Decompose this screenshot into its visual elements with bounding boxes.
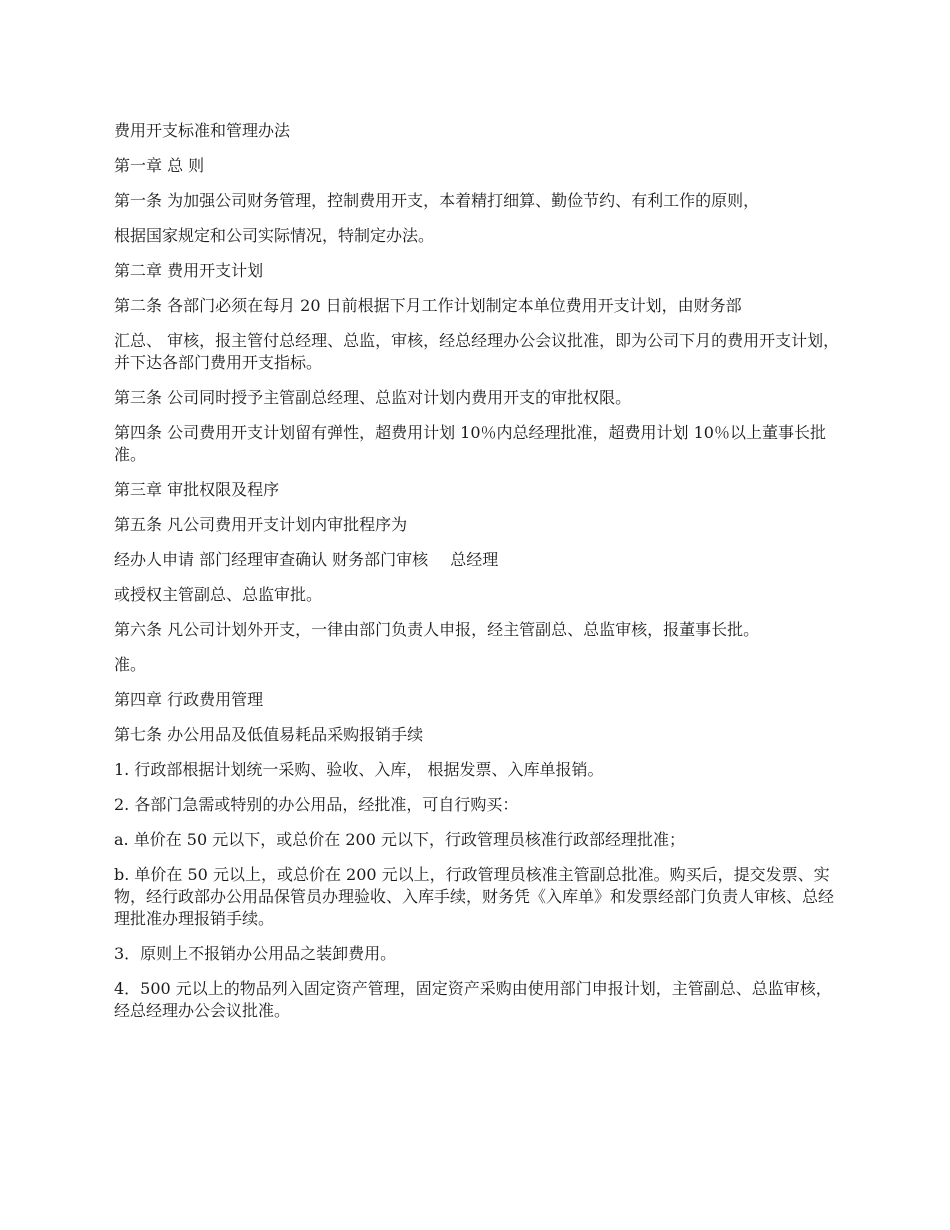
chapter-heading-2: 第二章 费用开支计划 (114, 261, 264, 280)
list-item-2b: b. 单价在 50 元以上，或总价在 200 元以上，行政管理员核准主管副总批准。购买后，提交发票、实物，经行政部办公用品保管员办理验收、入库手续，财务凭《入库单》和发票经部门负责人审核、总经理批准办理报销手续。 (114, 865, 835, 928)
chapter-heading-1: 第一章 总 则 (114, 156, 205, 175)
approval-flow-final: 总经理 (450, 550, 499, 569)
article-2-part-2: 汇总、 审核，报主管付总经理、总监，审核，经总经理办公会议批准，即为公司下月的费用开支计划，并下达各部门费用开支指标。 (114, 331, 840, 372)
document-title: 费用开支标准和管理办法 (114, 121, 291, 140)
article-3: 第三条 公司同时授予主管副总经理、总监对计划内费用开支的审批权限。 (114, 388, 632, 407)
list-item-1: 1. 行政部根据计划统一采购、验收、入库， 根据发票、入库单报销。 (114, 760, 604, 779)
chapter-heading-4: 第四章 行政费用管理 (114, 690, 264, 709)
list-item-2: 2. 各部门急需或特别的办公用品，经批准，可自行购买： (114, 795, 519, 814)
approval-flow-note: 或授权主管副总、总监审批。 (114, 585, 323, 604)
document-page (114, 120, 840, 1035)
list-item-4: 4．500 元以上的物品列入固定资产管理，固定资产采购由使用部门申报计划，主管副总、总监审核，经总经理办公会议批准。 (114, 979, 832, 1020)
approval-flow-line (114, 549, 840, 571)
list-item-2a: a. 单价在 50 元以下，或总价在 200 元以下，行政管理员核准行政部经理批准； (114, 830, 685, 849)
article-4: 第四条 公司费用开支计划留有弹性，超费用计划 10％内总经理批准，超费用计划 10％以上董事长批准。 (114, 423, 826, 464)
article-2-part-1: 第二条 各部门必须在每月 20 日前根据下月工作计划制定本单位费用开支计划，由财务部 (114, 296, 742, 315)
approval-flow-steps: 经办人申请 部门经理审查确认 财务部门审核 (114, 550, 429, 569)
article-1-part-1: 第一条 为加强公司财务管理，控制费用开支，本着精打细算、勤俭节约、有利工作的原则， (114, 191, 760, 210)
chapter-heading-3: 第三章 审批权限及程序 (114, 480, 280, 499)
article-1-part-2: 根据国家规定和公司实际情况，特制定办法。 (114, 226, 435, 245)
article-5: 第五条 凡公司费用开支计划内审批程序为 (114, 515, 408, 534)
article-6-part-1: 第六条 凡公司计划外开支，一律由部门负责人申报，经主管副总、总监审核，报董事长批。 (114, 620, 760, 639)
list-item-3: 3．原则上不报销办公用品之装卸费用。 (114, 944, 397, 963)
article-6-part-2: 准。 (114, 655, 147, 674)
article-7: 第七条 办公用品及低值易耗品采购报销手续 (114, 725, 424, 744)
